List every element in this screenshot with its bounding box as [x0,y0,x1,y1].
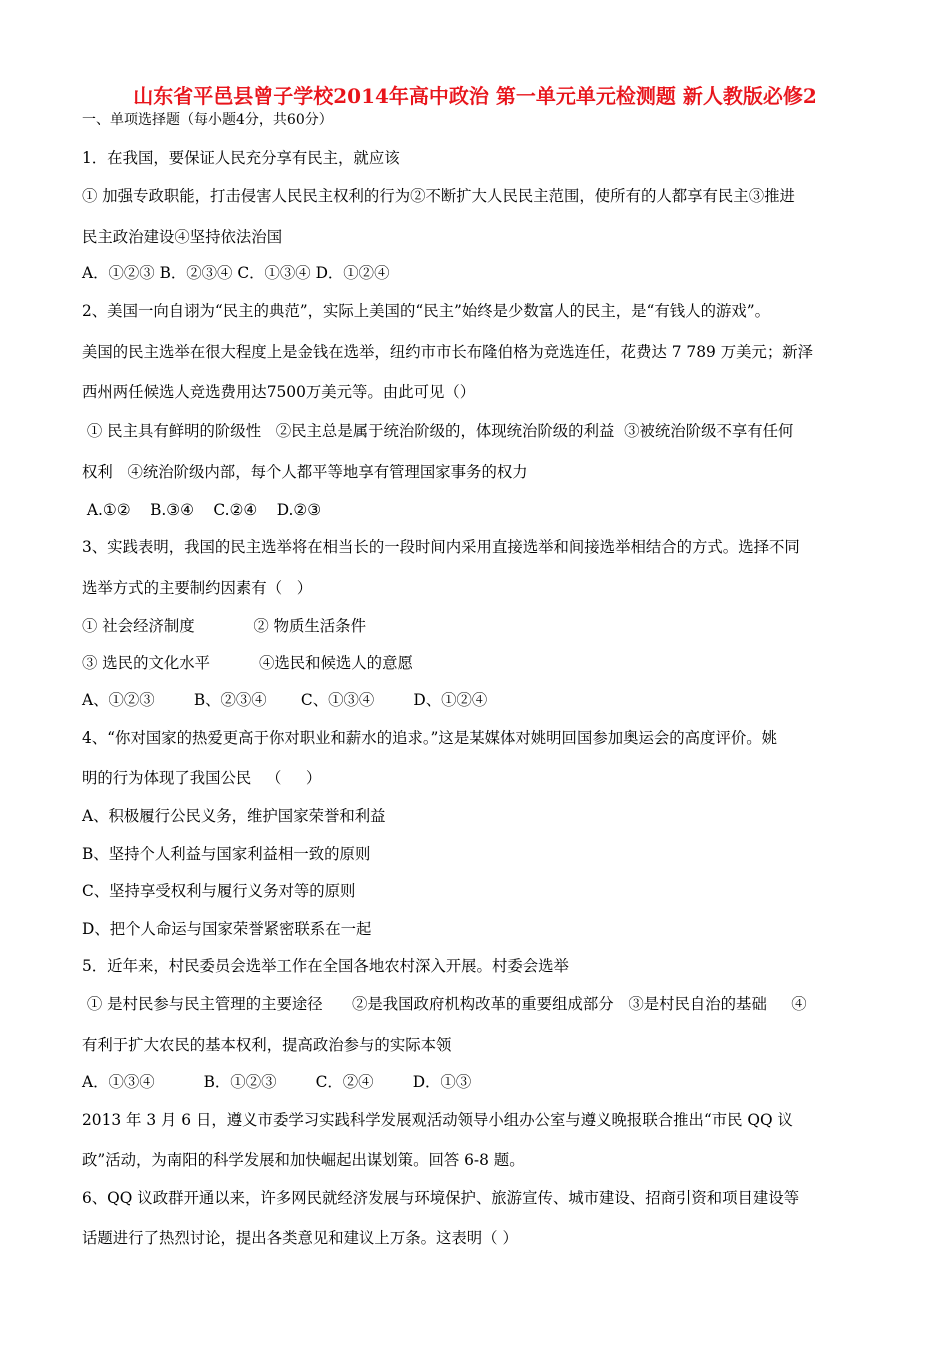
q2-line2: 美国的民主选举在很大程度上是金钱在选举，纽约市市长布隆伯格为竞选连任，花费达 7 789 万美元；新泽 [82,343,814,361]
q4-choice-a: A、积极履行公民义务，维护国家荣誉和利益 [82,807,386,825]
section-header: 一、单项选择题（每小题4分，共60分） [82,112,333,128]
q5-choices: A．①③④ B．①②③ C．②④ D．①③ [82,1073,472,1091]
intro-line1: 2013 年 3 月 6 日，遵义市委学习实践科学发展观活动领导小组办公室与遵义晚报联合推出“市民 QQ 议 [82,1111,793,1129]
q2-line4: ① 民主具有鲜明的阶级性 ②民主总是属于统治阶级的，体现统治阶级的利益 ③被统治阶级不享有任何 [82,422,794,440]
intro-line2: 政”活动，为南阳的科学发展和加快崛起出谋划策。回答 6-8 题。 [82,1151,525,1169]
q1-stem: 1．在我国，要保证人民充分享有民主，就应该 [82,149,400,167]
q5-line1: 5．近年来，村民委员会选举工作在全国各地农村深入开展。村委会选举 [82,957,569,975]
q2-line3: 西州两任候选人竞选费用达7500万美元等。由此可见（） [82,383,476,401]
q5-line2: ① 是村民参与民主管理的主要途径 ②是我国政府机构改革的重要组成部分 ③是村民自治的基础 ④ [82,995,807,1013]
q2-choices: A.①② B.③④ C.②④ D.②③ [82,501,321,519]
q4-choice-d: D、把个人命运与国家荣誉紧密联系在一起 [82,920,372,938]
q4-line2: 明的行为体现了我国公民 （ ） [82,769,322,787]
q1-options-line1: ① 加强专政职能，打击侵害人民民主权利的行为②不断扩大人民民主范围，使所有的人都享有民主③推进 [82,187,795,205]
q6-line1: 6、QQ 议政群开通以来，许多网民就经济发展与环境保护、旅游宣传、城市建设、招商引资和项目建设等 [82,1189,800,1207]
q1-options-line2: 民主政治建设④坚持依法治国 [82,228,283,246]
q3-option-row2: ③ 选民的文化水平 ④选民和候选人的意愿 [82,654,413,672]
q4-line1: 4、“你对国家的热爱更高于你对职业和薪水的追求。”这是某媒体对姚明回国参加奥运会的高度评价。姚 [82,729,778,747]
q3-line1: 3、实践表明，我国的民主选举将在相当长的一段时间内采用直接选举和间接选举相结合的方式。选择不同 [82,538,800,556]
q5-line3: 有利于扩大农民的基本权利，提高政治参与的实际本领 [82,1036,452,1054]
q4-choice-b: B、坚持个人利益与国家利益相一致的原则 [82,845,371,863]
q1-choices: A．①②③ B．②③④ C．①③④ D．①②④ [82,264,390,282]
q6-line2: 话题进行了热烈讨论，提出各类意见和建议上万条。这表明（ ） [82,1229,518,1247]
q4-choice-c: C、坚持享受权利与履行义务对等的原则 [82,882,356,900]
q3-line2: 选举方式的主要制约因素有（ ） [82,579,313,597]
q2-line5: 权利 ④统治阶级内部，每个人都平等地享有管理国家事务的权力 [82,463,528,481]
document-title: 山东省平邑县曾子学校2014年高中政治 第一单元单元检测题 新人教版必修2 [133,84,817,108]
q3-choices: A、①②③ B、②③④ C、①③④ D、①②④ [82,691,488,709]
q3-option-row1: ① 社会经济制度 ② 物质生活条件 [82,617,366,635]
q2-line1: 2、美国一向自诩为“民主的典范”，实际上美国的“民主”始终是少数富人的民主，是“有钱人的游戏”。 [82,302,771,320]
